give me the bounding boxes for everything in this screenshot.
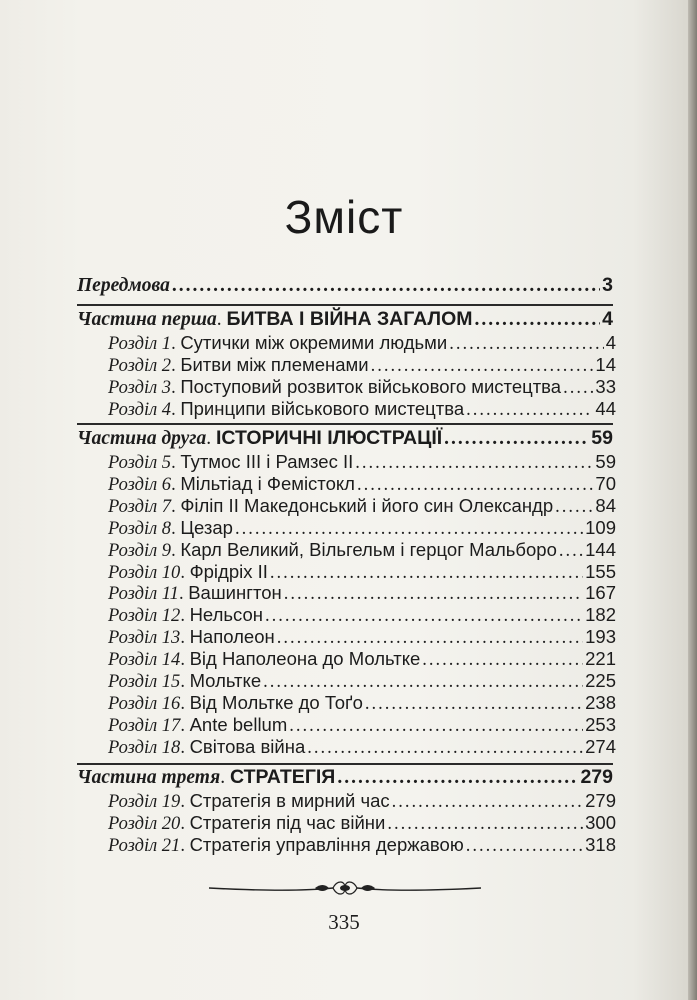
chapter-label: Розділ 3 [108, 377, 172, 398]
chapter-label: Розділ 5 [108, 453, 172, 473]
toc-part [77, 427, 613, 450]
leader-dots [559, 541, 583, 562]
toc-part [77, 766, 613, 789]
page-number: 335 [328, 910, 360, 934]
chapter-heading [108, 670, 261, 693]
chapter-title: Битви між племенами [180, 353, 369, 375]
chapter-title: Нельсон [189, 604, 263, 626]
chapter-page: 84 [595, 494, 616, 516]
chapter-label: Розділ 6 [108, 474, 172, 495]
leader-dots [284, 584, 583, 605]
part-heading [77, 766, 335, 789]
chapter-page: 14 [595, 353, 616, 375]
chapter-separator: . [180, 606, 190, 627]
chapter-label: Розділ 9 [108, 540, 172, 561]
chapter-separator: . [180, 672, 190, 692]
chapter-page: 155 [585, 560, 616, 582]
chapter-title: Від Мольтке до Тоґо [189, 691, 363, 713]
chapter-title: Поступовий розвиток військового мистецтва [180, 375, 562, 397]
chapter-title: Фрідріх ІІ [189, 560, 268, 582]
leader-dots [387, 814, 583, 835]
chapter-heading [108, 626, 275, 649]
chapter-separator: . [180, 737, 190, 758]
leader-dots [277, 628, 583, 649]
chapter-title: Цезар [180, 516, 233, 538]
chapter-heading [108, 812, 385, 835]
chapter-page: 109 [585, 516, 616, 538]
chapter-heading [108, 692, 363, 715]
page-title: Зміст [284, 191, 404, 243]
chapter-label: Розділ 7 [108, 496, 172, 517]
chapter-page: 44 [595, 397, 616, 419]
toc-chapter [108, 582, 616, 605]
chapter-label: Розділ 21 [108, 835, 181, 856]
toc-chapter [108, 736, 616, 759]
divider-line [77, 423, 613, 425]
leader-dots [235, 519, 583, 540]
chapter-label: Розділ 17 [108, 715, 181, 736]
chapter-page: 4 [605, 332, 616, 353]
chapter-separator: . [171, 377, 181, 398]
chapter-title: Стратегія в мирний час [189, 790, 390, 811]
chapter-heading [108, 561, 268, 584]
chapter-heading [108, 398, 464, 421]
chapter-heading [108, 495, 553, 518]
toc-chapter [108, 398, 616, 421]
part-label: Частина третя [77, 767, 221, 788]
toc-preface [77, 274, 613, 297]
toc-chapter [108, 332, 616, 355]
chapter-page: 70 [595, 472, 616, 494]
leader-dots [357, 475, 593, 496]
part-separator: . [220, 767, 230, 788]
leader-dots [172, 275, 600, 297]
toc-chapter [108, 834, 616, 857]
divider-line [77, 763, 613, 765]
part-title: ІСТОРИЧНІ ІЛЮСТРАЦІЇ [215, 427, 443, 449]
chapter-label: Розділ 8 [108, 518, 172, 539]
chapter-separator: . [171, 540, 181, 561]
chapter-separator: . [180, 813, 190, 834]
part-page: 279 [580, 766, 613, 788]
toc-chapter [108, 670, 616, 693]
chapter-heading [108, 582, 282, 605]
chapter-title: Стратегія управління державою [189, 833, 464, 855]
divider-line [77, 304, 613, 306]
leader-dots [289, 716, 583, 737]
chapter-page: 144 [585, 538, 616, 560]
toc-chapter [108, 376, 616, 399]
chapter-title: Наполеон [189, 626, 275, 648]
chapter-heading [108, 473, 355, 496]
chapter-label: Розділ 12 [108, 606, 181, 627]
chapter-heading [108, 517, 233, 540]
toc-chapter [108, 812, 616, 835]
chapter-title: Тутмос ІІІ і Рамзес ІІ [180, 451, 354, 472]
chapter-separator: . [180, 715, 190, 736]
chapter-heading [108, 648, 420, 671]
chapter-label: Розділ 11 [108, 584, 179, 605]
page-edge [688, 0, 697, 1000]
leader-dots [270, 563, 583, 584]
chapter-label: Розділ 14 [108, 650, 181, 671]
chapter-separator: . [180, 628, 190, 649]
toc-chapter [108, 539, 616, 562]
toc-chapter [108, 626, 616, 649]
leader-dots [449, 334, 603, 355]
toc-chapter [108, 517, 616, 540]
toc-chapter [108, 495, 616, 518]
part-heading [77, 427, 442, 450]
chapter-title: Ante bellum [189, 713, 288, 735]
chapter-separator: . [171, 399, 181, 420]
part-title: СТРАТЕГІЯ [229, 766, 336, 788]
chapter-title: Мільтіад і Фемістокл [180, 472, 355, 494]
leader-dots [263, 672, 583, 693]
chapter-separator: . [180, 835, 190, 856]
toc-chapter [108, 790, 616, 813]
chapter-separator: . [171, 518, 181, 539]
chapter-separator: . [180, 792, 190, 812]
chapter-title: Від Наполеона до Мольтке [189, 648, 421, 670]
part-heading [77, 308, 472, 331]
preface-label: Передмова [77, 275, 170, 296]
leader-dots [355, 453, 593, 474]
part-label: Частина друга [77, 428, 207, 449]
chapter-heading [108, 354, 369, 377]
chapter-separator: . [180, 650, 190, 671]
chapter-page: 300 [585, 811, 616, 833]
part-page: 4 [602, 308, 613, 330]
chapter-heading [108, 714, 287, 737]
leader-dots [555, 497, 593, 518]
chapter-heading [108, 539, 557, 562]
chapter-label: Розділ 18 [108, 737, 181, 758]
chapter-separator: . [171, 355, 181, 376]
chapter-title: Принципи військового мистецтва [180, 397, 465, 419]
chapter-label: Розділ 2 [108, 355, 172, 376]
leader-dots [466, 836, 583, 857]
leader-dots [365, 694, 583, 715]
toc-chapter [108, 692, 616, 715]
leader-dots [444, 428, 589, 450]
toc-chapter [108, 604, 616, 627]
toc-part [77, 308, 613, 331]
toc-chapter [108, 648, 616, 671]
chapter-title: Стратегія під час війни [189, 811, 386, 833]
chapter-title: Вашингтон [188, 582, 282, 604]
chapter-page: 33 [595, 375, 616, 397]
leader-dots [371, 356, 594, 377]
toc-chapter [108, 714, 616, 737]
part-label: Частина перша [77, 309, 217, 330]
chapter-heading [108, 834, 464, 857]
chapter-page: 167 [585, 582, 616, 604]
chapter-page: 221 [585, 648, 616, 670]
chapter-page: 318 [585, 833, 616, 855]
leader-dots [474, 309, 600, 331]
part-title: БИТВА І ВІЙНА ЗАГАЛОМ [226, 308, 473, 330]
chapter-title: Карл Великий, Вільгельм і герцог Мальборо [180, 538, 557, 560]
leader-dots [563, 378, 593, 399]
toc-chapter [108, 561, 616, 584]
chapter-title: Сутички між окремими людьми [180, 332, 448, 353]
chapter-heading [108, 604, 263, 627]
chapter-label: Розділ 16 [108, 693, 181, 714]
leader-dots [392, 792, 583, 813]
chapter-page: 225 [585, 670, 616, 691]
part-separator: . [216, 309, 227, 330]
leader-dots [337, 767, 578, 789]
chapter-separator: . [180, 693, 190, 714]
chapter-page: 59 [595, 451, 616, 472]
preface-page: 3 [602, 274, 613, 296]
chapter-label: Розділ 19 [108, 792, 181, 812]
chapter-separator: . [171, 334, 181, 354]
chapter-title: Мольтке [189, 670, 262, 691]
part-separator: . [206, 428, 216, 449]
chapter-page: 193 [585, 626, 616, 648]
chapter-title: Філіп ІІ Македонський і його син Олександр [180, 494, 554, 516]
chapter-label: Розділ 1 [108, 334, 172, 354]
leader-dots [422, 650, 583, 671]
chapter-page: 238 [585, 691, 616, 713]
toc-chapter [108, 354, 616, 377]
chapter-label: Розділ 15 [108, 672, 181, 692]
chapter-page: 253 [585, 713, 616, 735]
chapter-separator: . [180, 562, 190, 583]
chapter-heading [108, 451, 353, 474]
chapter-separator: . [171, 496, 181, 517]
leader-dots [265, 606, 583, 627]
chapter-title: Світова війна [189, 735, 306, 757]
chapter-page: 274 [585, 735, 616, 757]
toc-chapter [108, 473, 616, 496]
chapter-separator: . [178, 584, 189, 605]
toc-chapter [108, 451, 616, 474]
chapter-separator: . [171, 474, 181, 495]
chapter-label: Розділ 13 [108, 628, 181, 649]
part-page: 59 [591, 427, 613, 449]
ornament-divider [205, 876, 485, 900]
chapter-page: 182 [585, 604, 616, 626]
chapter-page: 279 [585, 790, 616, 811]
chapter-separator: . [171, 453, 181, 473]
leader-dots [307, 738, 583, 759]
leader-dots [466, 400, 593, 421]
chapter-heading [108, 376, 561, 399]
chapter-heading [108, 790, 390, 813]
chapter-label: Розділ 20 [108, 813, 181, 834]
chapter-label: Розділ 4 [108, 399, 172, 420]
chapter-heading [108, 332, 447, 355]
chapter-heading [108, 736, 305, 759]
chapter-label: Розділ 10 [108, 562, 181, 583]
